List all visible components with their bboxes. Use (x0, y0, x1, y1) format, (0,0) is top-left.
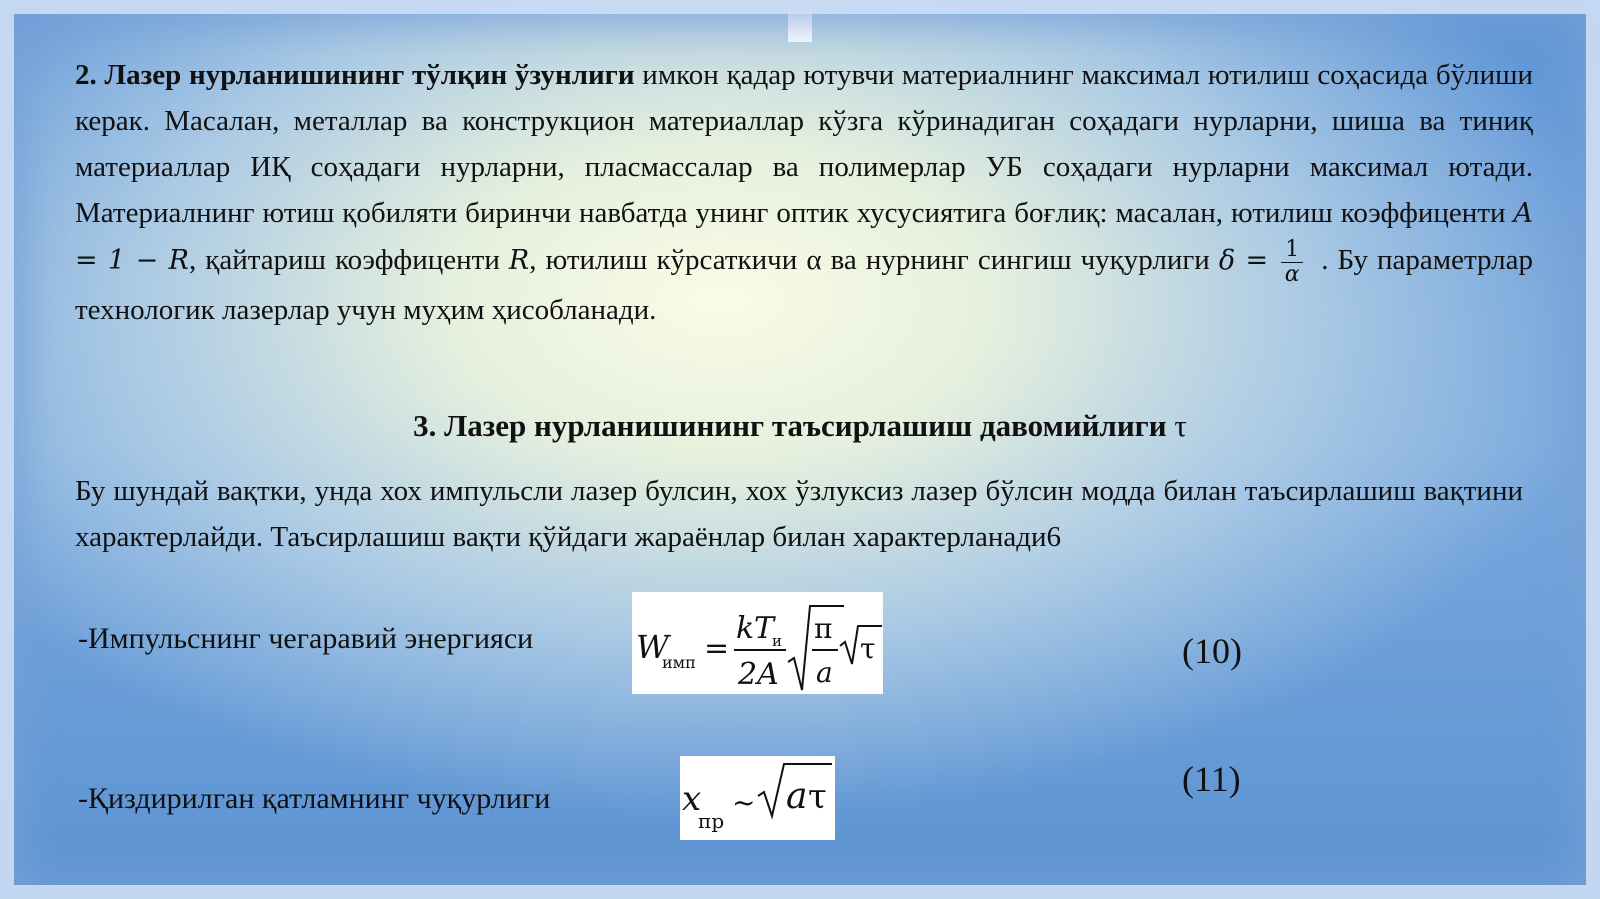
fraction-numerator: 1 (1281, 238, 1303, 263)
section-2-text-a: имкон қадар ютувчи материалнинг максимал ютилиш соҳасида бўлиши керак. Масалан, металлар ва конструкцион материаллар кўзга кўринадиган соҳадаги нурларни, шиша ва тиниқ материаллар ИҚ соҳадаги нурларни, пласмассалар ва полимерлар УБ соҳадаги нурларни максимал ютади. Материалнинг ютиш қобиляти биринчи навбатда унинг оптик хусусиятига боғлиқ: масалан, ютилиш коэффиценти (75, 59, 1533, 229)
fraction-one-over-alpha (1281, 238, 1303, 287)
formula-10-equals: = (704, 631, 730, 666)
formula-10-tau: τ (860, 632, 876, 665)
equation-number-10: (10) (1182, 631, 1242, 671)
formula-reflection: R (508, 245, 530, 276)
formula-10-W: W (636, 628, 669, 666)
section-3-heading (0, 408, 1600, 444)
section-2-title: 2. Лазер нурланишининг тўлқин ўзунлиги (75, 59, 635, 91)
formula-11-a: a (786, 776, 808, 817)
formula-11-tau: τ (808, 777, 827, 817)
formula-11-tilde: ~ (732, 786, 756, 819)
formula-10-pi: π (814, 612, 833, 645)
section-2-text-d: . Бу параметрлар технологик лазерлар учун муҳим ҳисобланади. (75, 244, 1534, 326)
formula-10-W-sub: имп (662, 653, 696, 672)
formula-11-x: x (682, 779, 702, 819)
formula-10-svg (632, 592, 883, 694)
formula-10-2A: 2A (738, 657, 779, 692)
top-marker (788, 0, 812, 42)
formula-11-svg (680, 756, 835, 840)
section-2-paragraph (75, 52, 1533, 333)
item-label-depth: -Қиздирилган қатламнинг чуқурлиги (78, 782, 551, 815)
equation-number-11: (11) (1182, 759, 1241, 799)
formula-absorption: A = 1 − R (75, 198, 1533, 276)
formula-10-image (632, 592, 883, 694)
section-2-text-c: , ютилиш кўрсаткичи α ва нурнинг сингиш чуқурлиги (529, 244, 1219, 276)
formula-delta: δ = (1218, 245, 1269, 276)
section-3-heading-tau: τ (1166, 408, 1187, 443)
section-3-paragraph: Бу шундай вақтки, унда хох импульсли лазер булсин, хох ўзлуксиз лазер бўлсин модда билан таъсирлашиш вақтини характерлайди. Таъсирлашиш вақти қўйдаги жараёнлар билан характерланади6 (75, 475, 1523, 553)
formula-10-k: k (736, 611, 755, 646)
formula-10-T: T (754, 611, 775, 646)
section-2-text-b: , қайтариш коэффиценти (188, 244, 509, 276)
section-3-heading-text: 3. Лазер нурланишининг таъсирлашиш давомийлиги (413, 408, 1167, 443)
formula-11-x-sub: пр (698, 809, 725, 833)
formula-10-a: a (816, 656, 833, 689)
item-label-energy: -Импульснинг чегаравий энергияси (78, 622, 534, 655)
fraction-denominator: α (1284, 261, 1300, 287)
formula-10-T-sub: и (772, 632, 782, 650)
formula-11-image (680, 756, 835, 840)
